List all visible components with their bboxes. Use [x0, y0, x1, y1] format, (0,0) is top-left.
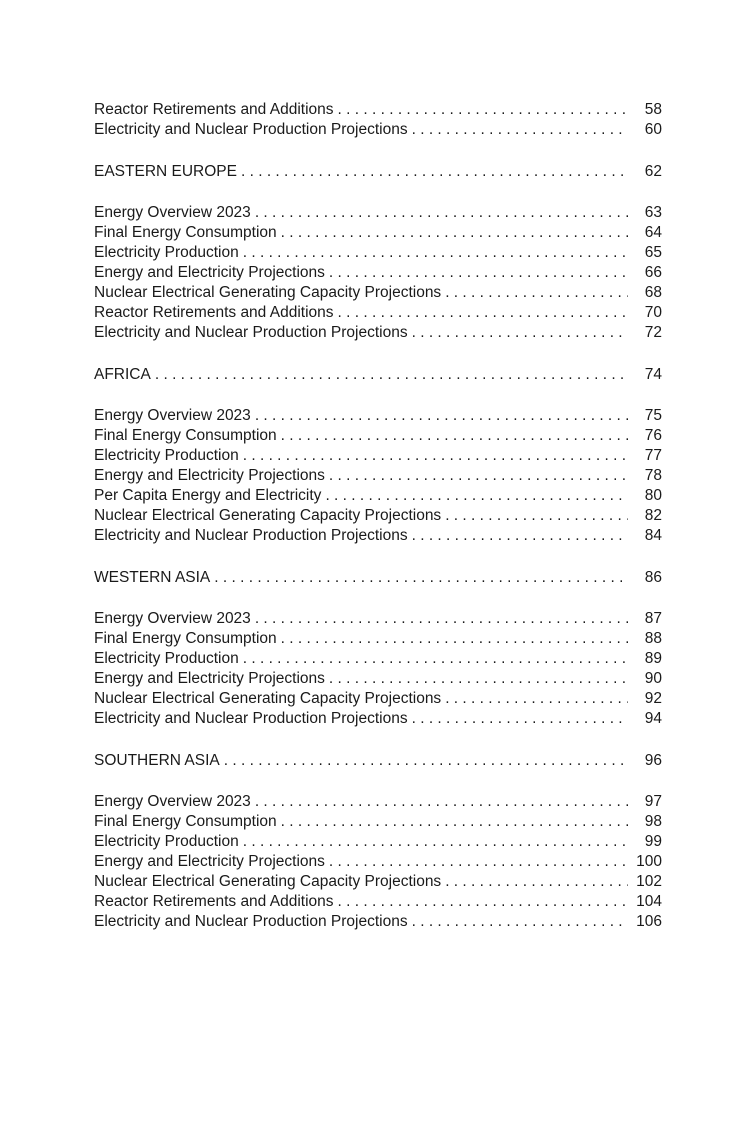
toc-entry[interactable]: [94, 649, 662, 669]
toc-entry[interactable]: [94, 669, 662, 689]
toc-entry-title: Nuclear Electrical Generating Capacity Projections: [94, 284, 442, 301]
toc-entry-title: Energy and Electricity Projections: [94, 467, 325, 484]
toc-entry[interactable]: [94, 526, 662, 546]
toc-page-number: 65: [644, 244, 662, 261]
toc-dot-leader: [214, 568, 628, 588]
toc-page-number: 62: [644, 162, 662, 180]
toc-page-number: 70: [644, 304, 662, 321]
toc-entry[interactable]: [94, 709, 662, 729]
toc-entry[interactable]: [94, 263, 662, 283]
toc-dot-leader: [281, 629, 628, 649]
toc-entry[interactable]: [94, 872, 662, 892]
toc-dot-leader: [325, 486, 628, 506]
toc-dot-leader: [412, 323, 628, 343]
table-of-contents: [94, 100, 662, 932]
toc-entry[interactable]: [94, 223, 662, 243]
toc-page-number: 96: [644, 751, 662, 769]
toc-page-number: 86: [644, 568, 662, 586]
toc-entry-title: Electricity Production: [94, 447, 239, 464]
toc-entry-title: Final Energy Consumption: [94, 630, 277, 647]
toc-dot-leader: [329, 669, 628, 689]
toc-entry[interactable]: [94, 100, 662, 120]
toc-entry-title: Nuclear Electrical Generating Capacity Projections: [94, 873, 442, 890]
toc-page-number: 64: [644, 224, 662, 241]
toc-dot-leader: [255, 792, 628, 812]
toc-entry-title: Nuclear Electrical Generating Capacity Projections: [94, 690, 442, 707]
toc-entry-title: Energy Overview 2023: [94, 793, 251, 810]
toc-entry-title: Final Energy Consumption: [94, 813, 277, 830]
toc-dot-leader: [281, 426, 628, 446]
toc-dot-leader: [338, 303, 628, 323]
toc-entry[interactable]: [94, 283, 662, 303]
toc-entry[interactable]: [94, 609, 662, 629]
toc-dot-leader: [338, 892, 628, 912]
toc-page-number: 89: [644, 650, 662, 667]
toc-dot-leader: [329, 852, 628, 872]
toc-dot-leader: [412, 120, 628, 140]
toc-entry-title: Electricity and Nuclear Production Projections: [94, 121, 408, 138]
toc-page-number: 74: [644, 365, 662, 383]
toc-page-number: 82: [644, 507, 662, 524]
toc-page-number: 90: [644, 670, 662, 687]
toc-entry[interactable]: [94, 120, 662, 140]
toc-entry-title: Nuclear Electrical Generating Capacity Projections: [94, 507, 442, 524]
toc-entry-title: Energy and Electricity Projections: [94, 264, 325, 281]
toc-dot-leader: [224, 751, 628, 771]
toc-entry-title: Energy and Electricity Projections: [94, 670, 325, 687]
toc-dot-leader: [412, 912, 628, 932]
toc-entry[interactable]: [94, 323, 662, 343]
toc-section-title: EASTERN EUROPE: [94, 162, 237, 180]
toc-page-number: 92: [644, 690, 662, 707]
toc-entry-title: Reactor Retirements and Additions: [94, 101, 334, 118]
toc-entry-title: Electricity Production: [94, 833, 239, 850]
toc-page-number: 78: [644, 467, 662, 484]
toc-dot-leader: [281, 223, 628, 243]
toc-entry[interactable]: [94, 912, 662, 932]
toc-page-number: 104: [636, 893, 662, 910]
toc-entry[interactable]: [94, 446, 662, 466]
toc-page-number: 97: [644, 793, 662, 810]
toc-entry-title: Electricity Production: [94, 650, 239, 667]
toc-dot-leader: [329, 466, 628, 486]
toc-page-number: 94: [644, 710, 662, 727]
toc-dot-leader: [255, 203, 628, 223]
toc-entry-title: Energy and Electricity Projections: [94, 853, 325, 870]
toc-entry-title: Electricity and Nuclear Production Projections: [94, 710, 408, 727]
toc-section-heading[interactable]: [94, 751, 662, 771]
toc-dot-leader: [329, 263, 628, 283]
toc-entry[interactable]: [94, 243, 662, 263]
toc-page-number: 77: [644, 447, 662, 464]
toc-entry[interactable]: [94, 466, 662, 486]
toc-entry-title: Final Energy Consumption: [94, 427, 277, 444]
toc-page-number: 80: [644, 487, 662, 504]
toc-dot-leader: [255, 609, 628, 629]
toc-entry[interactable]: [94, 792, 662, 812]
toc-dot-leader: [445, 506, 628, 526]
toc-page-number: 88: [644, 630, 662, 647]
toc-entry-title: Energy Overview 2023: [94, 610, 251, 627]
toc-dot-leader: [243, 832, 628, 852]
toc-page-number: 75: [644, 407, 662, 424]
toc-page-number: 99: [644, 833, 662, 850]
toc-entry[interactable]: [94, 812, 662, 832]
toc-entry-title: Electricity and Nuclear Production Projections: [94, 527, 408, 544]
toc-entry-title: Electricity Production: [94, 244, 239, 261]
toc-dot-leader: [155, 365, 628, 385]
toc-entry[interactable]: [94, 506, 662, 526]
toc-page-number: 106: [636, 913, 662, 930]
toc-page-number: 76: [644, 427, 662, 444]
toc-entry[interactable]: [94, 832, 662, 852]
toc-page-number: 58: [644, 101, 662, 118]
toc-dot-leader: [255, 406, 628, 426]
toc-page-number: 63: [644, 204, 662, 221]
toc-entry[interactable]: [94, 689, 662, 709]
toc-dot-leader: [243, 649, 628, 669]
toc-page-number: 84: [644, 527, 662, 544]
toc-entry-title: Electricity and Nuclear Production Projections: [94, 324, 408, 341]
toc-entry[interactable]: [94, 406, 662, 426]
toc-page-number: 102: [636, 873, 662, 890]
toc-entry-title: Final Energy Consumption: [94, 224, 277, 241]
toc-dot-leader: [243, 243, 628, 263]
toc-dot-leader: [445, 283, 628, 303]
toc-section-title: WESTERN ASIA: [94, 568, 211, 586]
toc-dot-leader: [445, 689, 628, 709]
toc-dot-leader: [338, 100, 628, 120]
toc-dot-leader: [445, 872, 628, 892]
toc-dot-leader: [412, 526, 628, 546]
toc-page-number: 68: [644, 284, 662, 301]
toc-section-heading[interactable]: [94, 162, 662, 182]
toc-entry[interactable]: [94, 486, 662, 506]
toc-dot-leader: [243, 446, 628, 466]
toc-section-title: SOUTHERN ASIA: [94, 751, 220, 769]
toc-dot-leader: [281, 812, 628, 832]
toc-entry-title: Energy Overview 2023: [94, 204, 251, 221]
toc-page-number: 87: [644, 610, 662, 627]
toc-entry-title: Energy Overview 2023: [94, 407, 251, 424]
toc-section-heading[interactable]: [94, 568, 662, 588]
toc-entry-title: Reactor Retirements and Additions: [94, 304, 334, 321]
toc-section-heading[interactable]: [94, 365, 662, 385]
toc-dot-leader: [412, 709, 628, 729]
toc-entry[interactable]: [94, 426, 662, 446]
toc-dot-leader: [241, 162, 628, 182]
toc-entry[interactable]: [94, 852, 662, 872]
toc-entry-title: Reactor Retirements and Additions: [94, 893, 334, 910]
toc-entry[interactable]: [94, 203, 662, 223]
toc-page-number: 98: [644, 813, 662, 830]
toc-entry[interactable]: [94, 303, 662, 323]
toc-page-number: 60: [644, 121, 662, 138]
toc-page-number: 66: [644, 264, 662, 281]
toc-section-title: AFRICA: [94, 365, 151, 383]
toc-entry-title: Electricity and Nuclear Production Projections: [94, 913, 408, 930]
toc-entry[interactable]: [94, 629, 662, 649]
toc-page-number: 72: [644, 324, 662, 341]
toc-entry-title: Per Capita Energy and Electricity: [94, 487, 322, 504]
toc-entry[interactable]: [94, 892, 662, 912]
toc-page-number: 100: [636, 853, 662, 870]
